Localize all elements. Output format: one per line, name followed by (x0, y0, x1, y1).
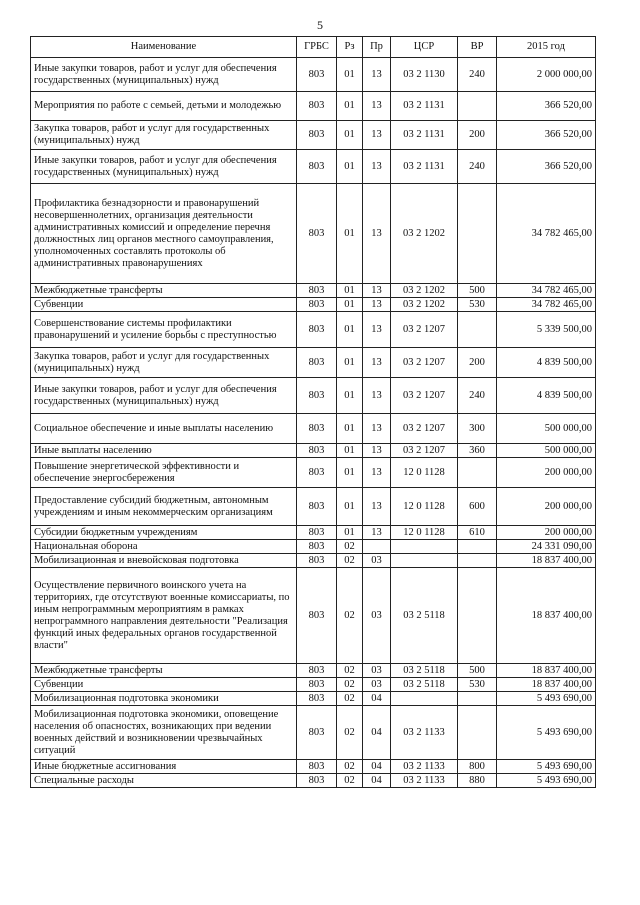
row-grbs: 803 (297, 414, 337, 444)
row-name: Субвенции (31, 678, 297, 692)
row-rz: 01 (337, 298, 363, 312)
row-rz: 01 (337, 121, 363, 150)
table-row (31, 414, 596, 444)
row-pr: 13 (363, 150, 391, 184)
row-name: Иные закупки товаров, работ и услуг для обеспечения государственных (муниципальных) нужд (31, 378, 297, 414)
row-pr: 13 (363, 488, 391, 526)
row-amount: 5 493 690,00 (497, 692, 596, 706)
row-pr: 04 (363, 760, 391, 774)
table-row (31, 121, 596, 150)
row-grbs: 803 (297, 348, 337, 378)
row-grbs: 803 (297, 540, 337, 554)
row-rz: 02 (337, 664, 363, 678)
row-grbs: 803 (297, 312, 337, 348)
row-name: Иные бюджетные ассигнования (31, 760, 297, 774)
row-grbs: 803 (297, 706, 337, 760)
table-row (31, 526, 596, 540)
row-name: Профилактика безнадзорности и правонарушений несовершеннолетних, организация деятельности административных комиссий и определение перечня должностных лиц органов местного самоуправления, уполномоченных составлять протоколы об административных правонарушениях (31, 184, 297, 284)
row-pr: 13 (363, 378, 391, 414)
row-csr: 03 2 1207 (391, 348, 458, 378)
row-csr: 03 2 5118 (391, 568, 458, 664)
row-rz: 02 (337, 692, 363, 706)
row-amount: 34 782 465,00 (497, 298, 596, 312)
row-name: Субвенции (31, 298, 297, 312)
table-row (31, 692, 596, 706)
table-row (31, 554, 596, 568)
table-row (31, 760, 596, 774)
row-name: Субсидии бюджетным учреждениям (31, 526, 297, 540)
row-csr: 03 2 1202 (391, 184, 458, 284)
row-csr: 03 2 5118 (391, 664, 458, 678)
row-rz: 02 (337, 774, 363, 788)
row-grbs: 803 (297, 526, 337, 540)
row-vr: 240 (458, 150, 497, 184)
row-name: Иные закупки товаров, работ и услуг для обеспечения государственных (муниципальных) нужд (31, 58, 297, 92)
row-grbs: 803 (297, 488, 337, 526)
row-rz: 01 (337, 348, 363, 378)
row-csr: 03 2 1131 (391, 92, 458, 121)
table-row (31, 348, 596, 378)
row-name: Мобилизационная подготовка экономики (31, 692, 297, 706)
table-row (31, 184, 596, 284)
row-pr (363, 540, 391, 554)
row-name: Предоставление субсидий бюджетным, автономным учреждениям и иным некоммерческим организациям (31, 488, 297, 526)
row-pr: 13 (363, 312, 391, 348)
row-vr (458, 312, 497, 348)
header-grbs: ГРБС (297, 37, 337, 58)
row-grbs: 803 (297, 298, 337, 312)
page-number: 5 (317, 18, 323, 32)
row-vr: 200 (458, 348, 497, 378)
row-pr: 13 (363, 526, 391, 540)
row-vr: 240 (458, 58, 497, 92)
table-row (31, 312, 596, 348)
row-amount: 18 837 400,00 (497, 568, 596, 664)
table-row (31, 298, 596, 312)
row-csr: 12 0 1128 (391, 458, 458, 488)
row-csr (391, 692, 458, 706)
row-pr: 13 (363, 121, 391, 150)
row-rz: 02 (337, 568, 363, 664)
row-grbs: 803 (297, 444, 337, 458)
row-rz: 01 (337, 184, 363, 284)
row-amount: 366 520,00 (497, 150, 596, 184)
row-amount: 4 839 500,00 (497, 348, 596, 378)
row-rz: 02 (337, 706, 363, 760)
row-amount: 500 000,00 (497, 414, 596, 444)
header-csr: ЦСР (391, 37, 458, 58)
budget-table (30, 36, 596, 788)
row-amount: 34 782 465,00 (497, 184, 596, 284)
table-row (31, 540, 596, 554)
table-header-row (31, 37, 596, 58)
row-amount: 5 493 690,00 (497, 774, 596, 788)
row-name: Совершенствование системы профилактики правонарушений и усиление борьбы с преступностью (31, 312, 297, 348)
table-row (31, 706, 596, 760)
header-amount: 2015 год (497, 37, 596, 58)
row-csr: 03 2 1133 (391, 706, 458, 760)
table-row (31, 58, 596, 92)
row-amount: 366 520,00 (497, 92, 596, 121)
row-pr: 04 (363, 774, 391, 788)
row-grbs: 803 (297, 378, 337, 414)
row-csr: 03 2 1133 (391, 774, 458, 788)
row-rz: 01 (337, 92, 363, 121)
table-row (31, 488, 596, 526)
row-pr: 04 (363, 692, 391, 706)
row-name: Иные закупки товаров, работ и услуг для обеспечения государственных (муниципальных) нужд (31, 150, 297, 184)
row-csr: 03 2 1131 (391, 121, 458, 150)
row-csr: 03 2 1207 (391, 378, 458, 414)
header-name: Наименование (31, 37, 297, 58)
row-vr: 500 (458, 284, 497, 298)
row-vr: 600 (458, 488, 497, 526)
row-vr: 800 (458, 760, 497, 774)
row-rz: 02 (337, 678, 363, 692)
row-grbs: 803 (297, 692, 337, 706)
row-vr (458, 568, 497, 664)
row-name: Межбюджетные трансферты (31, 664, 297, 678)
row-amount: 200 000,00 (497, 526, 596, 540)
row-grbs: 803 (297, 760, 337, 774)
row-pr: 04 (363, 706, 391, 760)
row-grbs: 803 (297, 184, 337, 284)
row-amount: 5 493 690,00 (497, 706, 596, 760)
row-csr: 12 0 1128 (391, 526, 458, 540)
row-csr: 03 2 1202 (391, 298, 458, 312)
row-pr: 13 (363, 58, 391, 92)
row-grbs: 803 (297, 554, 337, 568)
row-amount: 18 837 400,00 (497, 554, 596, 568)
row-pr: 13 (363, 458, 391, 488)
table-row (31, 664, 596, 678)
row-pr: 13 (363, 444, 391, 458)
row-rz: 01 (337, 414, 363, 444)
row-rz: 01 (337, 526, 363, 540)
row-vr: 880 (458, 774, 497, 788)
row-name: Закупка товаров, работ и услуг для государственных (муниципальных) нужд (31, 121, 297, 150)
row-amount: 5 339 500,00 (497, 312, 596, 348)
row-vr: 610 (458, 526, 497, 540)
table-row (31, 284, 596, 298)
row-grbs: 803 (297, 121, 337, 150)
row-pr: 03 (363, 664, 391, 678)
row-name: Мобилизационная подготовка экономики, оповещение населения об опасностях, возникающих при ведении военных действий и возникновении чрезвычайных ситуаций (31, 706, 297, 760)
row-name: Иные выплаты населению (31, 444, 297, 458)
row-name: Социальное обеспечение и иные выплаты населению (31, 414, 297, 444)
table-row (31, 150, 596, 184)
row-pr: 13 (363, 284, 391, 298)
row-pr: 13 (363, 92, 391, 121)
row-name: Национальная оборона (31, 540, 297, 554)
row-rz: 01 (337, 58, 363, 92)
row-grbs: 803 (297, 678, 337, 692)
row-vr (458, 706, 497, 760)
row-amount: 366 520,00 (497, 121, 596, 150)
row-csr: 03 2 1133 (391, 760, 458, 774)
row-rz: 01 (337, 378, 363, 414)
row-rz: 01 (337, 444, 363, 458)
row-vr: 360 (458, 444, 497, 458)
row-vr: 530 (458, 298, 497, 312)
row-vr (458, 540, 497, 554)
row-csr: 03 2 1202 (391, 284, 458, 298)
row-vr: 200 (458, 121, 497, 150)
row-amount: 200 000,00 (497, 488, 596, 526)
row-csr: 03 2 1130 (391, 58, 458, 92)
row-grbs: 803 (297, 774, 337, 788)
table-row (31, 378, 596, 414)
row-vr: 240 (458, 378, 497, 414)
row-amount: 200 000,00 (497, 458, 596, 488)
row-pr: 13 (363, 348, 391, 378)
row-amount: 5 493 690,00 (497, 760, 596, 774)
header-pr: Пр (363, 37, 391, 58)
table-row (31, 678, 596, 692)
row-amount: 18 837 400,00 (497, 678, 596, 692)
row-rz: 02 (337, 760, 363, 774)
row-pr: 03 (363, 678, 391, 692)
row-grbs: 803 (297, 458, 337, 488)
row-csr: 03 2 1131 (391, 150, 458, 184)
row-vr: 500 (458, 664, 497, 678)
header-vr: ВР (458, 37, 497, 58)
row-grbs: 803 (297, 92, 337, 121)
row-amount: 4 839 500,00 (497, 378, 596, 414)
row-csr: 03 2 1207 (391, 444, 458, 458)
row-vr (458, 554, 497, 568)
row-rz: 01 (337, 488, 363, 526)
row-csr (391, 554, 458, 568)
table-row (31, 568, 596, 664)
row-pr: 03 (363, 568, 391, 664)
row-amount: 18 837 400,00 (497, 664, 596, 678)
row-amount: 2 000 000,00 (497, 58, 596, 92)
table-row (31, 774, 596, 788)
table-body (31, 58, 596, 788)
row-csr: 12 0 1128 (391, 488, 458, 526)
row-rz: 01 (337, 150, 363, 184)
row-name: Повышение энергетической эффективности и обеспечение энергосбережения (31, 458, 297, 488)
row-grbs: 803 (297, 664, 337, 678)
table-row (31, 444, 596, 458)
row-amount: 500 000,00 (497, 444, 596, 458)
row-pr: 13 (363, 184, 391, 284)
row-amount: 24 331 090,00 (497, 540, 596, 554)
row-vr (458, 92, 497, 121)
row-rz: 01 (337, 458, 363, 488)
table-row (31, 458, 596, 488)
row-grbs: 803 (297, 150, 337, 184)
row-name: Межбюджетные трансферты (31, 284, 297, 298)
row-csr (391, 540, 458, 554)
header-rz: Рз (337, 37, 363, 58)
row-name: Специальные расходы (31, 774, 297, 788)
row-grbs: 803 (297, 568, 337, 664)
table-row (31, 92, 596, 121)
row-csr: 03 2 1207 (391, 312, 458, 348)
row-rz: 01 (337, 284, 363, 298)
row-vr (458, 692, 497, 706)
row-name: Закупка товаров, работ и услуг для государственных (муниципальных) нужд (31, 348, 297, 378)
row-pr: 13 (363, 414, 391, 444)
row-grbs: 803 (297, 58, 337, 92)
row-pr: 13 (363, 298, 391, 312)
row-pr: 03 (363, 554, 391, 568)
row-name: Мероприятия по работе с семьей, детьми и молодежью (31, 92, 297, 121)
row-vr (458, 458, 497, 488)
row-name: Мобилизационная и вневойсковая подготовка (31, 554, 297, 568)
row-vr: 300 (458, 414, 497, 444)
row-rz: 02 (337, 540, 363, 554)
row-rz: 02 (337, 554, 363, 568)
row-grbs: 803 (297, 284, 337, 298)
row-name: Осуществление первичного воинского учета на территориях, где отсутствуют военные комиссариаты, по иным непрограммным мероприятиям в рамках непрограммного направления деятельности "Реализация функций иных федеральных органов государственной власти" (31, 568, 297, 664)
row-rz: 01 (337, 312, 363, 348)
row-amount: 34 782 465,00 (497, 284, 596, 298)
row-vr (458, 184, 497, 284)
row-vr: 530 (458, 678, 497, 692)
row-csr: 03 2 5118 (391, 678, 458, 692)
row-csr: 03 2 1207 (391, 414, 458, 444)
